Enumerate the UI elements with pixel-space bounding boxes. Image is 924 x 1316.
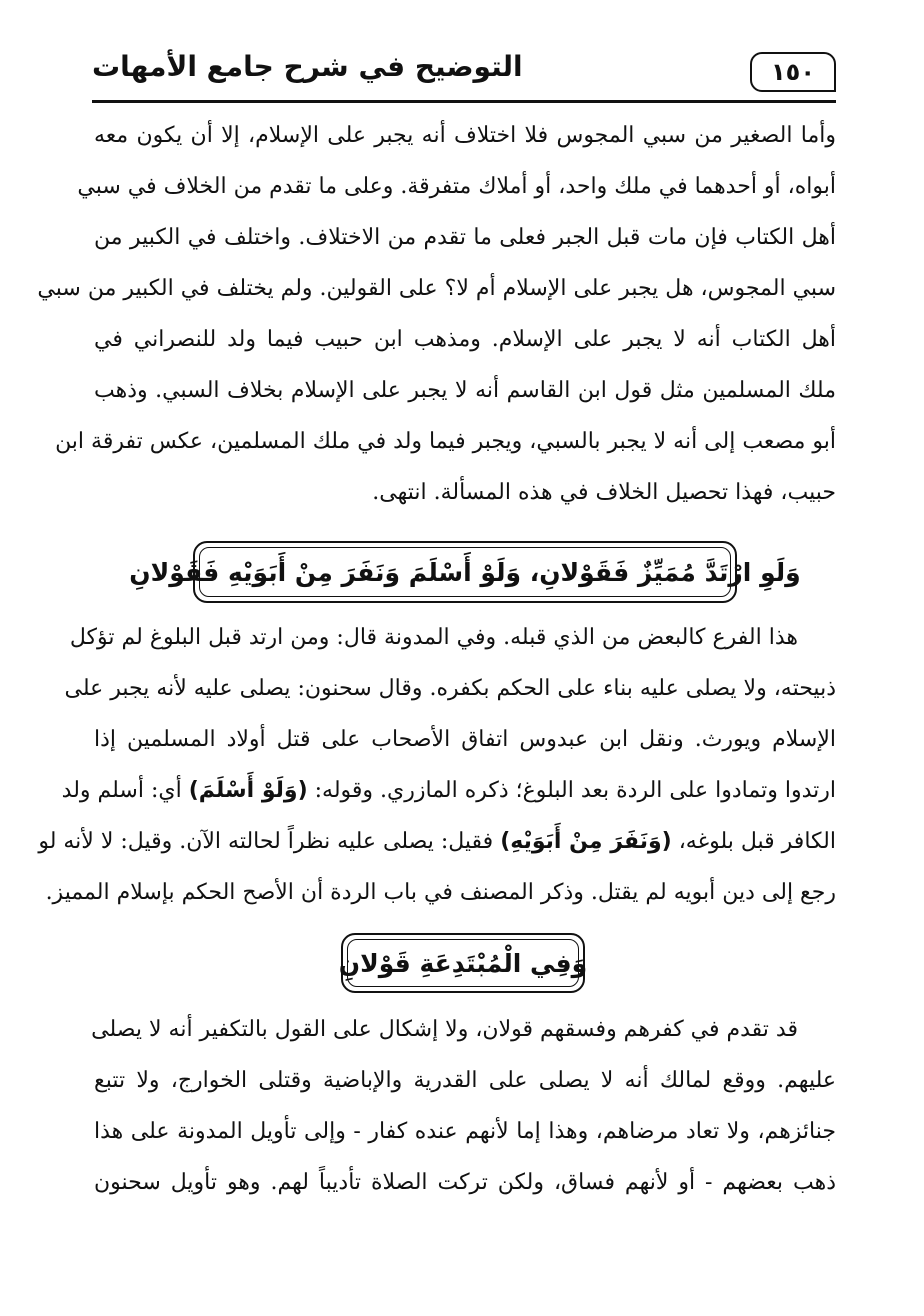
text-line: أهل الكتاب أنه لا يجبر على الإسلام. ومذهب ابن حبيب فيما ولد للنصراني في — [94, 327, 836, 352]
running-header — [92, 48, 836, 100]
page-number-box — [750, 52, 836, 92]
text-line: أهل الكتاب فإن مات قبل الجبر فعلى ما تقدم من الاختلاف. واختلف في الكبير من — [94, 225, 836, 250]
text-segment: ارتدوا وتمادوا على الردة بعد البلوغ؛ ذكره المازري. وقوله: — [307, 778, 836, 803]
text-line: ذهب بعضهم - أو لأنهم فساق، ولكن تركت الصلاة تأديباً لهم. وهو تأويل سحنون — [94, 1170, 836, 1195]
text-line — [61, 765, 836, 816]
commentary-paragraph-2 — [38, 612, 836, 918]
text-line: أبو مصعب إلى أنه لا يجبر بالسبي، ويجبر فيما ولد في ملك المسلمين، عكس تفرقة ابن — [55, 429, 836, 454]
text-line: أبواه، أو أحدهما في ملك واحد، أو أملاك متفرقة. وعلى ما تقدم من الخلاف في سبي — [77, 174, 836, 199]
matn-rubric-text: وَفِي الْمُبْتَدِعَةِ قَوْلانِ — [338, 948, 588, 978]
matn-rubric-box — [129, 541, 801, 603]
matn-rubric-box — [338, 933, 588, 993]
commentary-paragraph-3 — [91, 1004, 836, 1208]
text-line — [38, 816, 836, 867]
page-number: ١٥٠ — [771, 58, 815, 86]
text-line: رجع إلى دين أبويه لم يقتل. وذكر المصنف في باب الردة أن الأصح الحكم بإسلام المميز. — [45, 880, 836, 905]
text-line: قد تقدم في كفرهم وفسقهم قولان، ولا إشكال على القول بالتكفير أنه لا يصلى — [91, 1017, 798, 1042]
header-rule — [92, 100, 836, 103]
matn-rubric-text: وَلَوِ ارْتَدَّ مُمَيِّزٌ فَقَوْلانِ، وَلَوْ أَسْلَمَ وَنَفَرَ مِنْ أَبَوَيْهِ فَقَوْلانِ — [129, 557, 801, 587]
text-segment: فقيل: يصلى عليه نظراً لحالته الآن. وقيل: لا لأنه لو — [38, 829, 501, 854]
text-line: سبي المجوس، هل يجبر على الإسلام أم لا؟ على القولين. ولم يختلف في الكبير من سبي — [37, 276, 836, 301]
text-line: حبيب، فهذا تحصيل الخلاف في هذه المسألة. انتهى. — [372, 480, 836, 505]
quoted-matn: (وَنَفَرَ مِنْ أَبَوَيْهِ) — [500, 829, 672, 854]
book-title: التوضيح في شرح جامع الأمهات — [92, 50, 523, 83]
text-line: هذا الفرع كالبعض من الذي قبله. وفي المدونة قال: ومن ارتد قبل البلوغ لم تؤكل — [69, 625, 798, 650]
text-line: الإسلام ويورث. ونقل ابن عبدوس اتفاق الأصحاب على قتل أولاد المسلمين إذا — [94, 727, 836, 752]
text-segment: أي: أسلم ولد — [61, 778, 189, 803]
text-segment: الكافر قبل بلوغه، — [671, 829, 836, 854]
text-line: ذبيحته، ولا يصلى عليه بناء على الحكم بكفره. وقال سحنون: يصلى عليه لأنه يجبر على — [64, 676, 836, 701]
commentary-paragraph-1 — [37, 110, 837, 518]
text-line: عليهم. ووقع لمالك أنه لا يصلى على القدرية والإباضية وقتلى الخوارج، ولا تتبع — [94, 1068, 836, 1093]
text-line: جنائزهم، ولا تعاد مرضاهم، وهذا إما لأنهم عنده كفار - وإلى تأويل المدونة على هذا — [94, 1119, 836, 1144]
text-line: ملك المسلمين مثل قول ابن القاسم أنه لا يجبر على الإسلام بخلاف السبي. وذهب — [94, 378, 837, 403]
text-line: وأما الصغير من سبي المجوس فلا اختلاف أنه يجبر على الإسلام، إلا أن يكون معه — [94, 123, 836, 148]
quoted-matn: (وَلَوْ أَسْلَمَ) — [188, 778, 308, 803]
